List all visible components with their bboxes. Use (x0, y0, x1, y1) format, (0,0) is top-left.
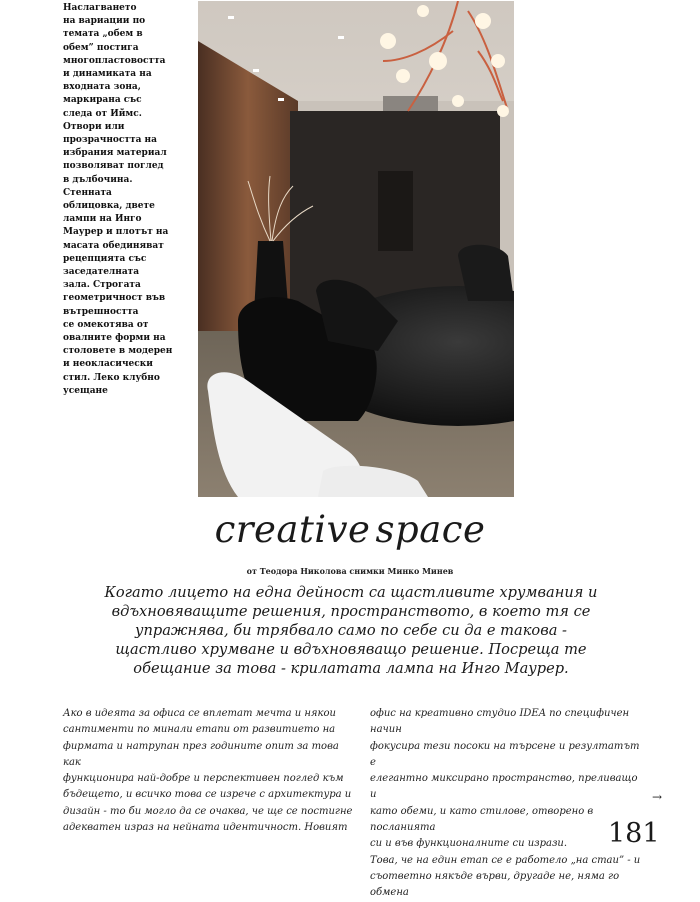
article-title (0, 508, 700, 551)
photo-caption: Наслагването на вариации по темата „обем в обем” постига многопластовостта и динамиката на входната зона, маркирана със следа от Иймс. Отвори или прозрачността на избрания материал позволяват поглед в дълбочина. Стенната облицовка, двете лампи на Инго Маурер и плотът на масата обединяват рецепцията със заседателната зала. Строгата геометричност във вътрешността се омекотява от овалните форми на столовете в модерен и неокласически стил. Леко клубно усещане (63, 3, 173, 396)
page-number: 181 (608, 818, 660, 849)
body-column-left: Ако в идеята за офиса се вплетат мечта и някои сантименти по минали етапи от развитието на фирмата и натрупан през годините опит за това как функционира най-добре и перспективен поглед към бъдещето, и всичко това се изрече с архитектура и дизайн - то би могло да се очаква, че ще се постигне адекватен израз на нейната идентичност. Новият (63, 708, 353, 834)
byline: от Теодора Николова снимки Минко Минев (246, 566, 454, 576)
title-word-creative: creative (214, 508, 371, 551)
title-word-space: space (375, 508, 486, 551)
body-column-right: офис на креативно студио IDEA по специфичен начин фокусира тези посоки на търсене и резултатът е елегантно миксирано пространство, преливащо и като обеми, и като стилове, отворено в посланията си и във функционалните си изрази. Това, че на един етап се е работело „на стаи” - и съответно някъде върви, другаде не, няма го обмена (370, 708, 641, 899)
lead-paragraph: Когато лицето на една дейност са щастливите хрумвания и вдъхновяващите решения, пространството, в което тя се упражнява, би трябвало само по себе си да е такова - щастливо хрумване и вдъхновяващо решение. Посреща те обещание за това - крилатата лампа на Инго Маурер. (104, 584, 598, 677)
interior-photo (198, 1, 514, 497)
continue-arrow-icon: → (652, 790, 663, 804)
